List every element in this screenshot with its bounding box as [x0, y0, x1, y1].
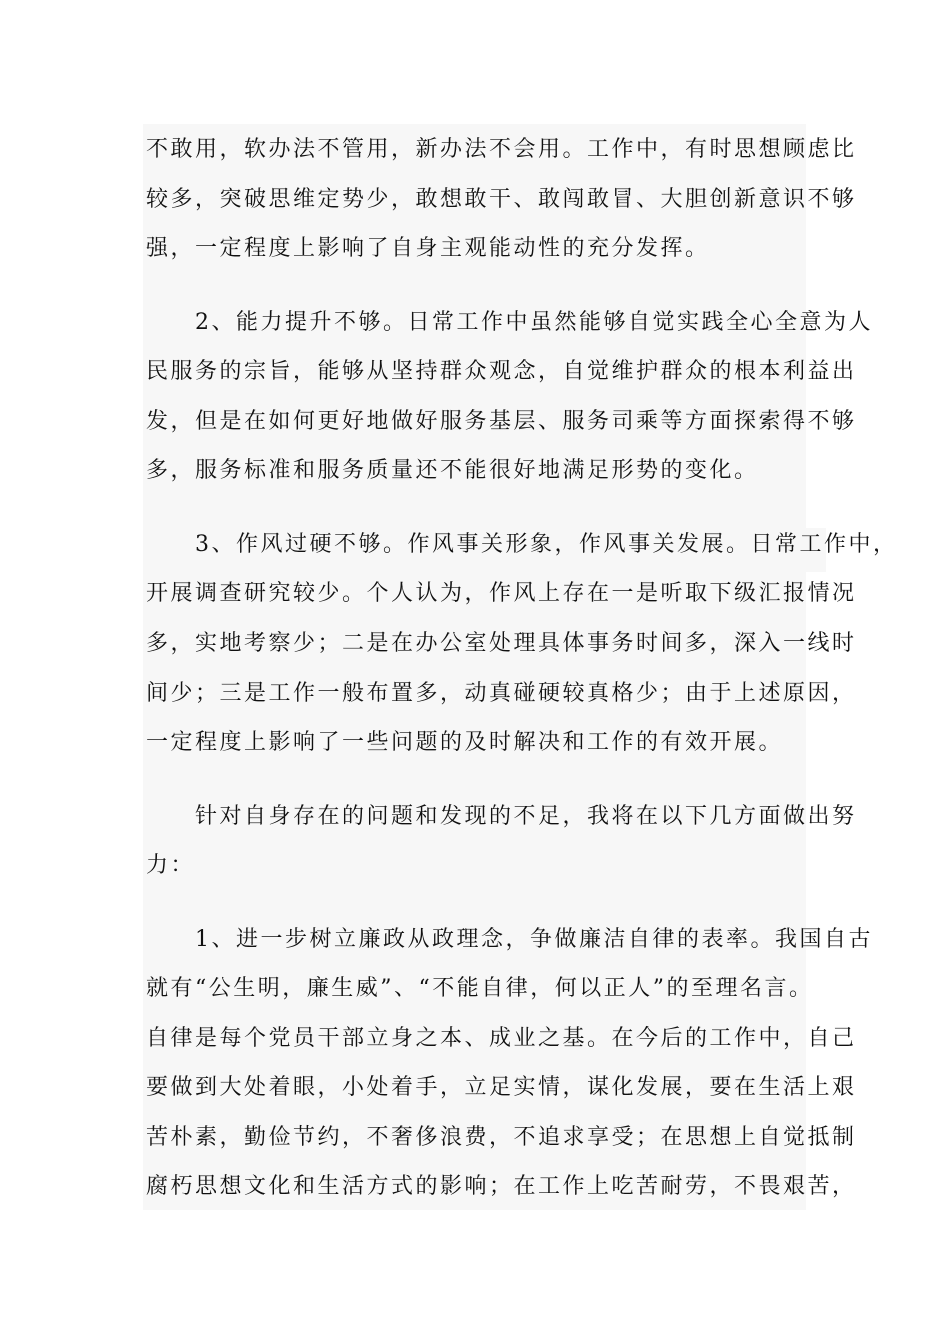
- text-line: 自律是每个党员干部立身之本、成业之基。在今后的工作中，自己: [146, 1026, 857, 1051]
- text-line: 较多，突破思维定势少，敢想敢干、敢闯敢冒、大胆创新意识不够: [146, 187, 857, 212]
- text-line: 开展调查研究较少。个人认为，作风上存在一是听取下级汇报情况: [146, 581, 857, 606]
- paragraph-2-start: 2、能力提升不够。日常工作中虽然能够自觉实践全心全意为人: [146, 310, 873, 335]
- text-line: 强，一定程度上影响了自身主观能动性的充分发挥。: [146, 236, 710, 261]
- text-line: 多，服务标准和服务质量还不能很好地满足形势的变化。: [146, 458, 759, 483]
- text-line: 不敢用，软办法不管用，新办法不会用。工作中，有时思想顾虑比: [146, 137, 857, 162]
- text-line: 苦朴素，勤俭节约，不奢侈浪费，不追求享受；在思想上自觉抵制: [146, 1125, 857, 1150]
- text-line: 力：: [146, 853, 196, 878]
- text-line: 间少；三是工作一般布置多，动真碰硬较真格少；由于上述原因，: [146, 681, 857, 706]
- text-line: 就有“公生明，廉生威”、“不能自律，何以正人”的至理名言。: [146, 976, 814, 1001]
- text-line: 民服务的宗旨，能够从坚持群众观念，自觉维护群众的根本利益出: [146, 359, 857, 384]
- paragraph-5-start: 1、进一步树立廉政从政理念，争做廉洁自律的表率。我国自古: [146, 927, 873, 952]
- text-line: 一定程度上影响了一些问题的及时解决和工作的有效开展。: [146, 730, 784, 755]
- text-line: 多，实地考察少；二是在办公室处理具体事务时间多，深入一线时: [146, 631, 857, 656]
- text-line: 发，但是在如何更好地做好服务基层、服务司乘等方面探索得不够: [146, 409, 857, 434]
- text-line: 腐朽思想文化和生活方式的影响；在工作上吃苦耐劳，不畏艰苦，: [146, 1174, 857, 1199]
- paragraph-4-start: 针对自身存在的问题和发现的不足，我将在以下几方面做出努: [146, 804, 857, 829]
- text-line: 要做到大处着眼，小处着手，立足实情，谋化发展，要在生活上艰: [146, 1075, 857, 1100]
- paragraph-3-start: 3、作风过硬不够。作风事关形象，作风事关发展。日常工作中，: [146, 532, 898, 557]
